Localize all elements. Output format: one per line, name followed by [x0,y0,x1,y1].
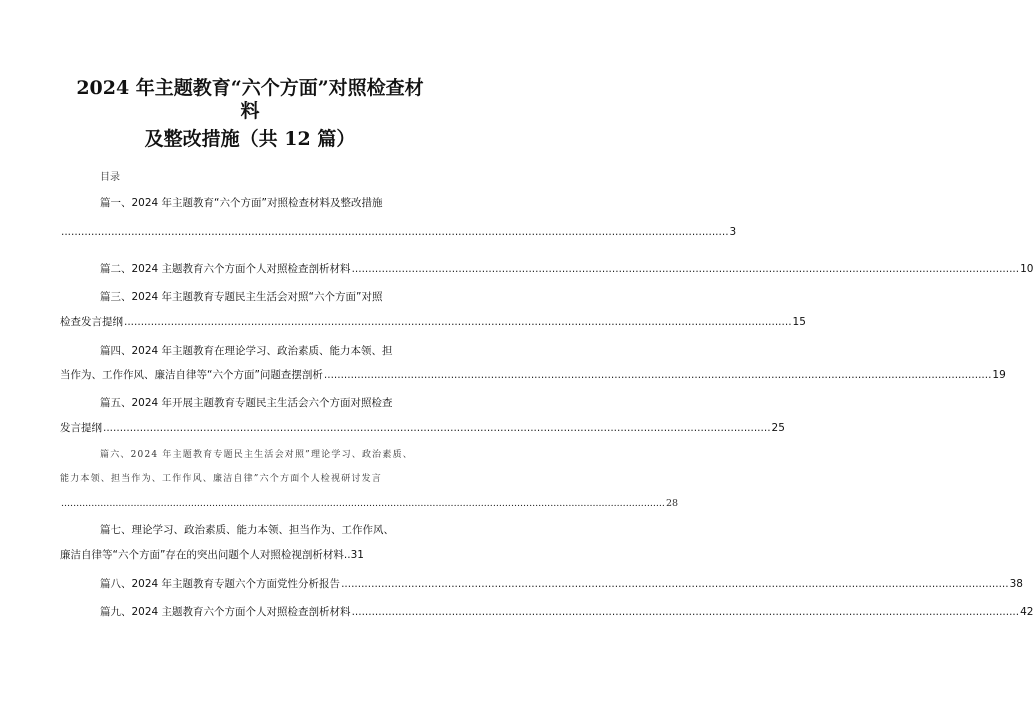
leader-dots: ........................................................................................................................................................................................................ [341,578,1009,590]
leader-dots: ........................................................................................................................................................................................................ [103,422,771,434]
toc-entry-7-line-2: 廉洁自律等“六个方面”存在的突出问题个人对照检视剖析材料.. [60,549,351,561]
toc-entry-2-line-1: 篇二、2024 主题教育六个方面个人对照检查剖析材料 [100,263,351,275]
toc-entry-7-page: 31 [350,549,364,561]
toc-entry-5-page: 25 [771,422,785,434]
toc-entry-4-page: 19 [992,369,1006,381]
toc-entry-3-line-2: 检查发言提纲 [60,316,123,328]
toc-entry-9-line-1: 篇九、2024 主题教育六个方面个人对照检查剖析材料 [100,606,351,618]
toc-entry-2-page: 10 [1020,263,1033,275]
leader-dots: ........................................................................................................................................................................................................ [351,263,1020,275]
toc-entry-8[interactable] [100,577,1023,591]
toc-entry-8-line-1: 篇八、2024 年主题教育专题六个方面党性分析报告 [100,578,341,590]
leader-dots: ........................................................................................................................................................................................................ [323,369,992,381]
document-title-line-3: 及整改措施（共 12 篇） [144,128,356,150]
toc-entry-6-line-1[interactable]: 篇六、2024 年主题教育专题民主生活会对照”理论学习、政治素质、 [100,450,413,460]
toc-entry-4-line-2: 当作为、工作作风、廉洁自律等“六个方面”问题查摆剖析 [60,369,323,381]
toc-entry-6-line-2[interactable]: 能力本领、担当作为、工作作风、廉洁自律”六个方面个人检视研讨发言 [60,474,383,484]
toc-entry-7[interactable] [60,548,400,562]
toc-entry-6-leader[interactable] [60,497,679,511]
toc-entry-5-line-1[interactable]: 篇五、2024 年开展主题教育专题民主生活会六个方面对照检查 [100,397,393,409]
toc-entry-8-page: 38 [1009,578,1023,590]
toc-entry-6-page: 28 [665,498,679,509]
toc-entry-1-leader[interactable] [60,225,737,239]
document-title-line-2: 料 [240,100,260,122]
toc-entry-5[interactable] [60,421,785,435]
toc-entry-5-line-2: 发言提纲 [60,422,102,434]
leader-dots: ........................................................................................................................................................................................................ [351,606,1020,618]
leader-dots: ........................................................................................................................................................................................................ [61,498,665,509]
toc-entry-3-page: 15 [792,316,806,328]
document-title-line-1: 2024 年主题教育“六个方面”对照检查材 [76,77,424,99]
toc-entry-3-line-1[interactable]: 篇三、2024 年主题教育专题民主生活会对照“六个方面”对照 [100,291,383,303]
toc-entry-9[interactable] [100,605,1033,619]
toc-entry-4[interactable] [60,368,1006,382]
toc-entry-1-page: 3 [729,226,737,238]
toc-entry-3[interactable] [60,315,806,329]
leader-dots: ........................................................................................................................................................................................................ [61,226,729,238]
leader-dots: ........................................................................................................................................................................................................ [124,316,792,328]
toc-entry-4-line-1[interactable]: 篇四、2024 年主题教育在理论学习、政治素质、能力本领、担 [100,345,393,357]
toc-entry-9-page: 42 [1020,606,1033,618]
toc-heading: 目录 [100,172,120,183]
toc-entry-1-line-1[interactable]: 篇一、2024 年主题教育“六个方面”对照检查材料及整改措施 [100,197,383,209]
toc-entry-7-line-1[interactable]: 篇七、理论学习、政治素质、能力本领、担当作为、工作作风、 [100,524,394,536]
toc-entry-2[interactable] [100,262,1033,276]
